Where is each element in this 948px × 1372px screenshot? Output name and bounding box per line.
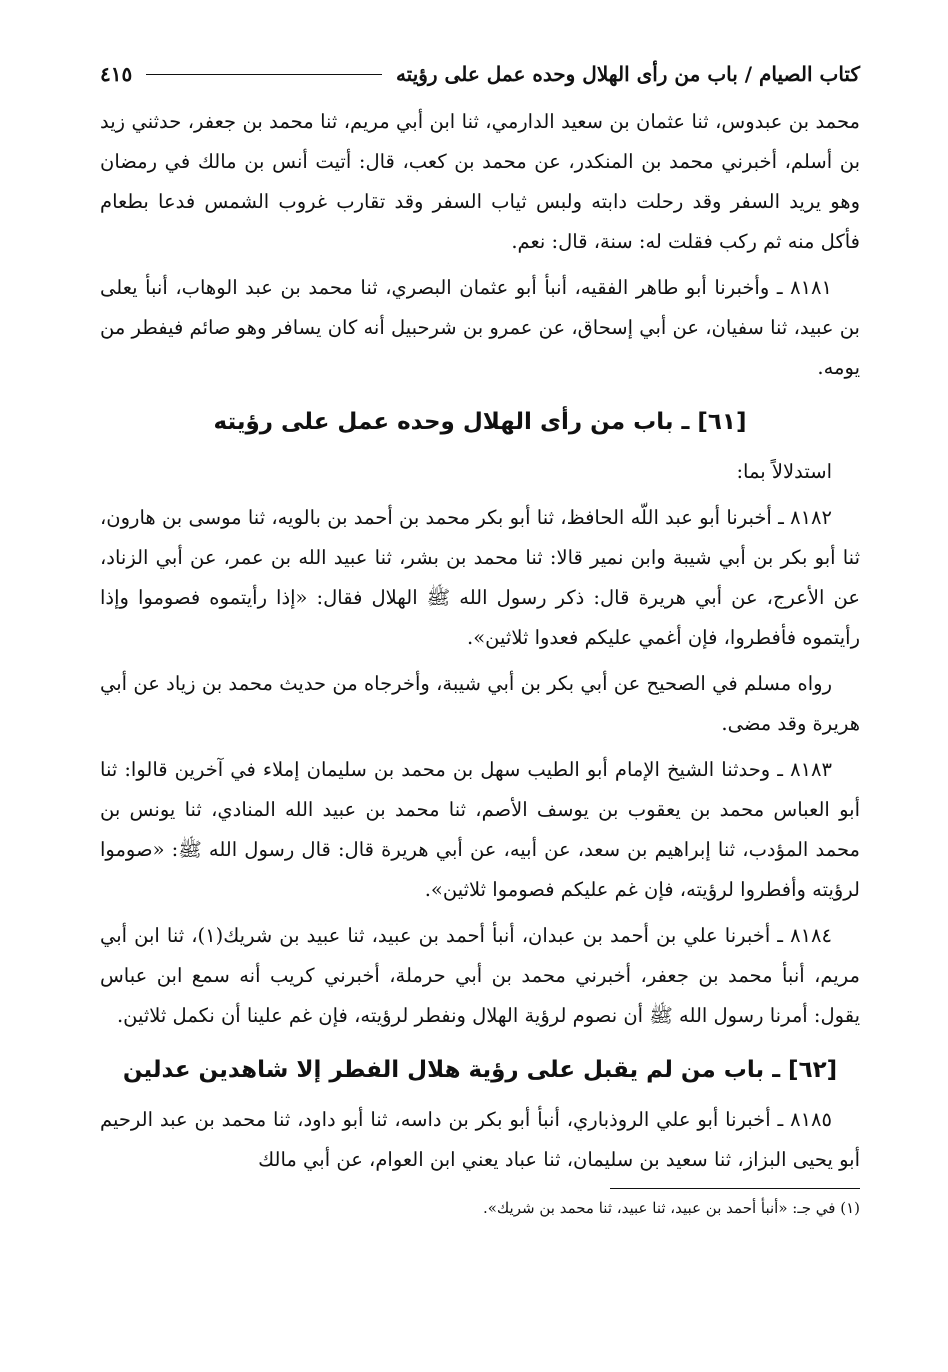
paragraph-8185: ٨١٨٥ ـ أخبرنا أبو علي الروذباري، أنبأ أبو بكر بن داسه، ثنا أبو داود، ثنا محمد بن عبد الرحيم أبو يحيى البزاز، ثنا سعيد بن سليمان، ثنا عباد يعني ابن العوام، عن أبي مالك [100, 1108, 860, 1171]
section-heading-61: [٦١] ـ باب من رأى الهلال وحده عمل على رؤيته [213, 409, 747, 435]
header-rule [146, 74, 382, 75]
paragraph-8183: ٨١٨٣ ـ وحدثنا الشيخ الإمام أبو الطيب سهل بن محمد بن سليمان إملاء في آخرين قالوا: ثنا أبو العباس محمد بن يعقوب بن يوسف الأصم، ثنا محمد بن عبيد الله المنادي، ثنا يونس بن محمد المؤدب، ثنا إبراهيم بن سعد، عن أبيه، عن أبي هريرة قال: قال رسول الله ﷺ: «صوموا لرؤيته وأفطروا لرؤيته، فإن غم عليكم فصوموا ثلاثين». [100, 758, 860, 901]
paragraph-8182: ٨١٨٢ ـ أخبرنا أبو عبد اللّه الحافظ، ثنا أبو بكر محمد بن أحمد بن بالويه، ثنا موسى بن هارون، ثنا أبو بكر بن أبي شيبة وابن نمير قالا: ثنا محمد بن بشر، ثنا عبيد الله بن عمر، عن أبي الزناد، عن الأعرج، عن أبي هريرة قال: ذكر رسول الله ﷺ الهلال فقال: «إذا رأيتموه فصوموا وإذا رأيتموه فأفطروا، فإن أغمي عليكم فعدوا ثلاثين». [100, 506, 860, 649]
running-title: كتاب الصيام / باب من رأى الهلال وحده عمل على رؤيته [395, 62, 860, 86]
paragraph-8184: ٨١٨٤ ـ أخبرنا علي بن أحمد بن عبدان، أنبأ أحمد بن عبيد، ثنا عبيد بن شريك(١)، ثنا ابن أبي مريم، أنبأ محمد بن جعفر، أخبرني محمد بن أبي حرملة، أخبرني كريب أنه سمع ابن عباس يقول: أمرنا رسول الله ﷺ أن نصوم لرؤية الهلال ونفطر لرؤيته، فإن غم علينا أن نكمل ثلاثين. [100, 924, 860, 1027]
book-page [100, 52, 860, 1223]
running-header [100, 52, 860, 96]
footnote-rule [610, 1188, 860, 1189]
page-number: ٤١٥ [100, 62, 133, 86]
paragraph-continuation: محمد بن عبدوس، ثنا عثمان بن سعيد الدارمي، ثنا ابن أبي مريم، ثنا محمد بن جعفر، حدثني زيد بن أسلم، أخبرني محمد بن المنكدر، عن محمد بن كعب، قال: أتيت أنس بن مالك في رمضان وهو يريد السفر وقد رحلت دابته ولبس ثياب السفر وقد تقارب غروب الشمس فدعا بطعام فأكل منه ثم ركب فقلت له: سنة، قال: نعم. [100, 110, 860, 253]
section-heading-62: [٦٢] ـ باب من لم يقبل على رؤية هلال الفطر إلا شاهدين عدلين [122, 1057, 838, 1083]
paragraph-8181: ٨١٨١ ـ وأخبرنا أبو طاهر الفقيه، أنبأ أبو عثمان البصري، ثنا محمد بن عبد الوهاب، أنبأ يعلى بن عبيد، ثنا سفيان، عن أبي إسحاق، عن عمرو بن شرحبيل أنه كان يسافر وهو صائم فيفطر من يومه. [100, 276, 860, 379]
paragraph-riwayah: رواه مسلم في الصحيح عن أبي بكر بن أبي شيبة، وأخرجاه من حديث محمد بن زياد عن أبي هريرة وقد مضى. [100, 672, 860, 735]
section-intro: استدلالاً بما: [736, 460, 832, 483]
footnote: (١) في جـ: «أنبأ أحمد بن عبيد، ثنا عبيد، ثنا محمد بن شريك». [482, 1199, 860, 1217]
